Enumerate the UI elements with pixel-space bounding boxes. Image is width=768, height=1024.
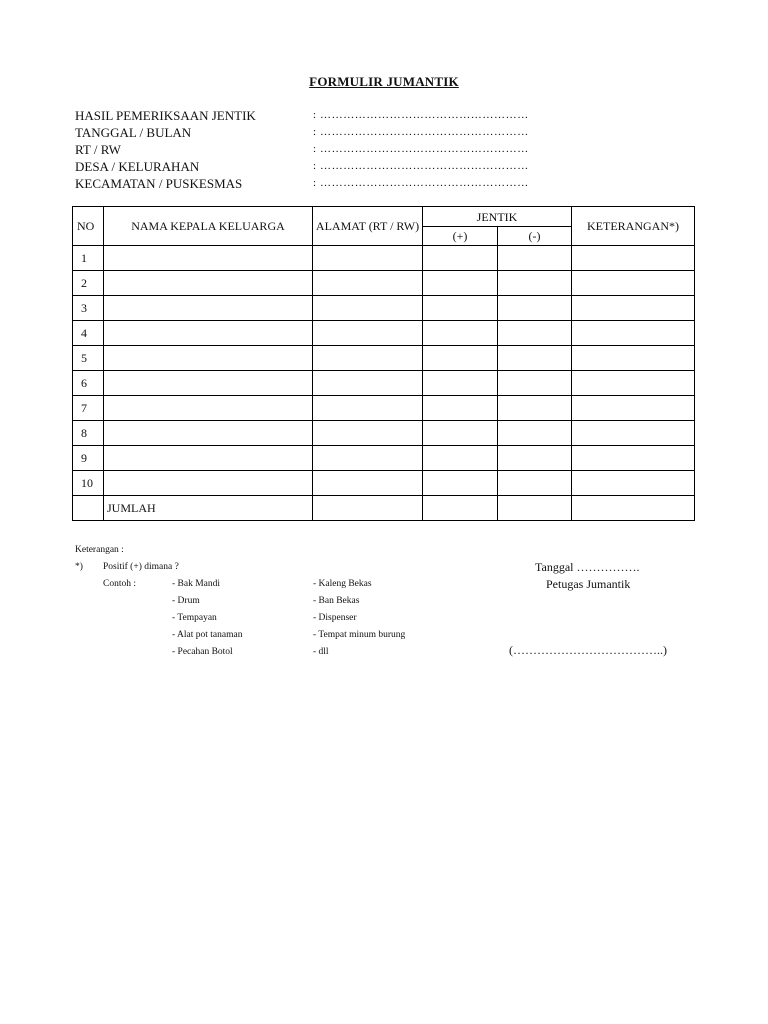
row-number: 9 bbox=[73, 446, 104, 471]
notes-question: Positif (+) dimana ? bbox=[103, 562, 179, 572]
table-row bbox=[73, 371, 695, 396]
signature-tanggal: Tanggal ……………. bbox=[535, 560, 640, 574]
cell-alamat[interactable] bbox=[313, 421, 423, 446]
table-row bbox=[73, 321, 695, 346]
jumlah-label: JUMLAH bbox=[104, 496, 313, 521]
cell-negatif[interactable] bbox=[498, 396, 572, 421]
cell-alamat[interactable] bbox=[313, 396, 423, 421]
cell-nama[interactable] bbox=[104, 321, 313, 346]
row-number: 6 bbox=[73, 371, 104, 396]
cell-positif[interactable] bbox=[423, 471, 498, 496]
cell-negatif[interactable] bbox=[498, 471, 572, 496]
cell-negatif[interactable] bbox=[498, 421, 572, 446]
table-row bbox=[73, 446, 695, 471]
notes-header: Keterangan : bbox=[75, 545, 124, 555]
cell-negatif[interactable] bbox=[498, 446, 572, 471]
row-number: 1 bbox=[73, 246, 104, 271]
cell-positif[interactable] bbox=[423, 271, 498, 296]
cell-jumlah-negatif[interactable] bbox=[498, 496, 572, 521]
notes-star: *) bbox=[75, 562, 83, 572]
row-number: 2 bbox=[73, 271, 104, 296]
cell-nama[interactable] bbox=[104, 296, 313, 321]
cell-keterangan[interactable] bbox=[572, 296, 695, 321]
contoh-item: - Pecahan Botol bbox=[172, 647, 233, 657]
field-value: : ……………………………………………… bbox=[313, 177, 529, 189]
notes-contoh-label: Contoh : bbox=[103, 579, 136, 589]
cell-positif[interactable] bbox=[423, 371, 498, 396]
cell-alamat[interactable] bbox=[313, 471, 423, 496]
cell-alamat[interactable] bbox=[313, 271, 423, 296]
cell-negatif[interactable] bbox=[498, 271, 572, 296]
field-value: : ……………………………………………… bbox=[313, 109, 529, 121]
row-number: 3 bbox=[73, 296, 104, 321]
header-alamat: ALAMAT (RT / RW) bbox=[313, 207, 423, 246]
field-value: : ……………………………………………… bbox=[313, 160, 529, 172]
jumlah-row bbox=[73, 496, 695, 521]
cell-positif[interactable] bbox=[423, 396, 498, 421]
field-label: RT / RW bbox=[75, 142, 121, 157]
cell-alamat[interactable] bbox=[313, 346, 423, 371]
header-negatif: (-) bbox=[498, 227, 572, 246]
header-positif: (+) bbox=[423, 227, 498, 246]
cell-negatif[interactable] bbox=[498, 321, 572, 346]
contoh-item: - Tempayan bbox=[172, 613, 217, 623]
table-row bbox=[73, 421, 695, 446]
header-nama-kepala-keluarga: NAMA KEPALA KELUARGA bbox=[104, 207, 313, 246]
cell-negatif[interactable] bbox=[498, 296, 572, 321]
cell-positif[interactable] bbox=[423, 446, 498, 471]
header-keterangan: KETERANGAN*) bbox=[572, 207, 695, 246]
cell-alamat[interactable] bbox=[313, 296, 423, 321]
cell-keterangan[interactable] bbox=[572, 421, 695, 446]
table-row bbox=[73, 246, 695, 271]
cell-keterangan[interactable] bbox=[572, 246, 695, 271]
field-label: DESA / KELURAHAN bbox=[75, 159, 200, 174]
cell-keterangan[interactable] bbox=[572, 371, 695, 396]
cell-negatif[interactable] bbox=[498, 246, 572, 271]
field-value: : ……………………………………………… bbox=[313, 126, 529, 138]
signature-name-line: (………………………………..) bbox=[509, 643, 667, 657]
cell-alamat[interactable] bbox=[313, 321, 423, 346]
cell-keterangan[interactable] bbox=[572, 471, 695, 496]
field-value: : ……………………………………………… bbox=[313, 143, 529, 155]
table-row bbox=[73, 396, 695, 421]
field-label: TANGGAL / BULAN bbox=[75, 125, 192, 140]
cell-jumlah-alamat[interactable] bbox=[313, 496, 423, 521]
contoh-item: - Ban Bekas bbox=[313, 596, 360, 606]
jumantik-table bbox=[72, 206, 695, 521]
contoh-item: - Dispenser bbox=[313, 613, 357, 623]
cell-nama[interactable] bbox=[104, 471, 313, 496]
contoh-item: - Kaleng Bekas bbox=[313, 579, 372, 589]
row-number: 10 bbox=[73, 471, 104, 496]
cell-alamat[interactable] bbox=[313, 371, 423, 396]
cell-alamat[interactable] bbox=[313, 446, 423, 471]
cell-keterangan[interactable] bbox=[572, 446, 695, 471]
contoh-item: - Alat pot tanaman bbox=[172, 630, 243, 640]
field-label: HASIL PEMERIKSAAN JENTIK bbox=[75, 108, 256, 123]
cell-negatif[interactable] bbox=[498, 371, 572, 396]
cell-empty bbox=[73, 496, 104, 521]
cell-alamat[interactable] bbox=[313, 246, 423, 271]
cell-nama[interactable] bbox=[104, 421, 313, 446]
row-number: 8 bbox=[73, 421, 104, 446]
header-jentik: JENTIK bbox=[423, 207, 572, 227]
table-row bbox=[73, 271, 695, 296]
cell-keterangan[interactable] bbox=[572, 271, 695, 296]
cell-nama[interactable] bbox=[104, 446, 313, 471]
contoh-item: - dll bbox=[313, 647, 329, 657]
table-row bbox=[73, 296, 695, 321]
field-label: KECAMATAN / PUSKESMAS bbox=[75, 176, 243, 191]
cell-positif[interactable] bbox=[423, 421, 498, 446]
cell-positif[interactable] bbox=[423, 321, 498, 346]
cell-positif[interactable] bbox=[423, 246, 498, 271]
form-title: FORMULIR JUMANTIK bbox=[309, 74, 459, 89]
contoh-item: - Bak Mandi bbox=[172, 579, 221, 589]
cell-keterangan[interactable] bbox=[572, 396, 695, 421]
cell-negatif[interactable] bbox=[498, 346, 572, 371]
header-no: NO bbox=[73, 207, 104, 246]
cell-nama[interactable] bbox=[104, 371, 313, 396]
contoh-item: - Drum bbox=[172, 596, 200, 606]
cell-keterangan[interactable] bbox=[572, 321, 695, 346]
cell-nama[interactable] bbox=[104, 396, 313, 421]
row-number: 5 bbox=[73, 346, 104, 371]
table-row bbox=[73, 346, 695, 371]
cell-nama[interactable] bbox=[104, 346, 313, 371]
cell-positif[interactable] bbox=[423, 346, 498, 371]
signature-petugas: Petugas Jumantik bbox=[546, 577, 631, 591]
cell-positif[interactable] bbox=[423, 296, 498, 321]
cell-jumlah-keterangan[interactable] bbox=[572, 496, 695, 521]
table-row bbox=[73, 471, 695, 496]
cell-nama[interactable] bbox=[104, 246, 313, 271]
cell-jumlah-positif[interactable] bbox=[423, 496, 498, 521]
cell-nama[interactable] bbox=[104, 271, 313, 296]
row-number: 4 bbox=[73, 321, 104, 346]
row-number: 7 bbox=[73, 396, 104, 421]
contoh-item: - Tempat minum burung bbox=[313, 630, 406, 640]
cell-keterangan[interactable] bbox=[572, 346, 695, 371]
